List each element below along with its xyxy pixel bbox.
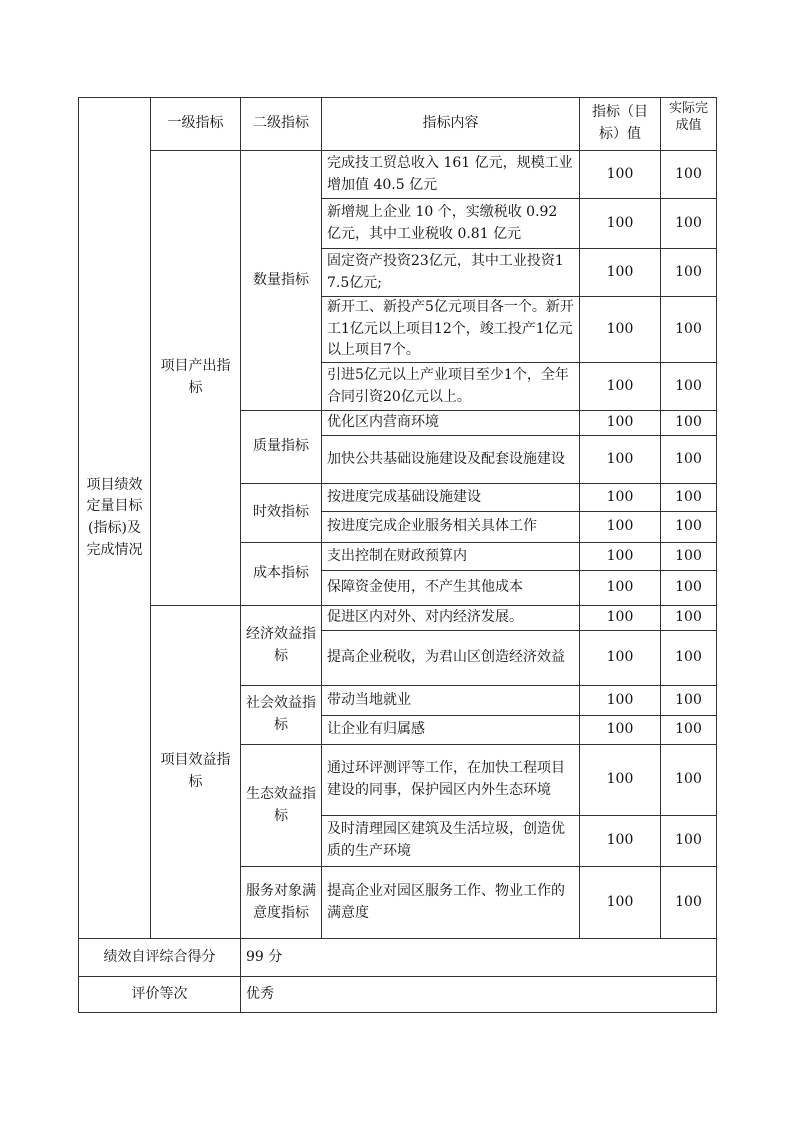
level1-output: 项目产出指标	[151, 151, 241, 606]
self-score-value: 99 分	[241, 939, 717, 977]
target-cell: 100	[580, 199, 661, 249]
content-cell: 及时清理园区建筑及生活垃圾，创造优质的生产环境	[322, 816, 580, 867]
content-cell: 促进区内对外、对内经济发展。	[322, 606, 580, 631]
target-cell: 100	[580, 484, 661, 512]
level2-ecological: 生态效益指标	[241, 745, 322, 867]
actual-cell: 100	[661, 745, 717, 816]
target-cell: 100	[580, 686, 661, 716]
level2-social: 社会效益指标	[241, 686, 322, 745]
self-score-row	[79, 939, 717, 977]
actual-cell: 100	[661, 543, 717, 571]
actual-cell: 100	[661, 363, 717, 411]
actual-cell: 100	[661, 411, 717, 436]
target-cell: 100	[580, 631, 661, 686]
table-row	[79, 606, 717, 631]
actual-cell: 100	[661, 816, 717, 867]
actual-cell: 100	[661, 571, 717, 606]
content-cell: 完成技工贸总收入 161 亿元，规模工业增加值 40.5 亿元	[322, 151, 580, 199]
actual-cell: 100	[661, 249, 717, 297]
target-cell: 100	[580, 867, 661, 939]
target-cell: 100	[580, 249, 661, 297]
target-cell: 100	[580, 571, 661, 606]
content-cell: 提高企业对园区服务工作、物业工作的满意度	[322, 867, 580, 939]
target-cell: 100	[580, 716, 661, 745]
content-cell: 引进5亿元以上产业项目至少1个，全年合同引资20亿元以上。	[322, 363, 580, 411]
target-cell: 100	[580, 151, 661, 199]
header-actual: 实际完成值	[668, 101, 708, 133]
content-cell: 新增规上企业 10 个，实缴税收 0.92 亿元，其中工业税收 0.81 亿元	[322, 199, 580, 249]
content-cell: 按进度完成基础设施建设	[322, 484, 580, 512]
target-cell: 100	[580, 436, 661, 484]
target-cell: 100	[580, 745, 661, 816]
actual-cell: 100	[661, 686, 717, 716]
actual-cell: 100	[661, 484, 717, 512]
grade-row	[79, 977, 717, 1013]
content-cell: 保障资金使用，不产生其他成本	[322, 571, 580, 606]
header-actual-cell	[661, 98, 717, 151]
actual-cell: 100	[661, 631, 717, 686]
content-cell: 让企业有归属感	[322, 716, 580, 745]
target-cell: 100	[580, 297, 661, 363]
header-level1: 一级指标	[151, 98, 241, 151]
header-row	[79, 98, 717, 151]
performance-table	[78, 97, 717, 1013]
actual-cell: 100	[661, 151, 717, 199]
self-score-label: 绩效自评综合得分	[79, 939, 241, 977]
target-cell: 100	[580, 411, 661, 436]
actual-cell: 100	[661, 606, 717, 631]
level2-cost: 成本指标	[241, 543, 322, 606]
target-cell: 100	[580, 512, 661, 543]
table-row	[79, 151, 717, 199]
actual-cell: 100	[661, 297, 717, 363]
header-target: 指标（目标）值	[580, 98, 661, 151]
grade-label: 评价等次	[79, 977, 241, 1013]
grade-value: 优秀	[241, 977, 717, 1013]
target-cell: 100	[580, 543, 661, 571]
actual-cell: 100	[661, 716, 717, 745]
level1-benefit: 项目效益指标	[151, 606, 241, 939]
target-cell: 100	[580, 816, 661, 867]
level2-satisfaction: 服务对象满意度指标	[241, 867, 322, 939]
header-content: 指标内容	[322, 98, 580, 151]
content-cell: 固定资产投资23亿元，其中工业投资17.5亿元;	[322, 249, 580, 297]
content-cell: 优化区内营商环境	[322, 411, 580, 436]
actual-cell: 100	[661, 867, 717, 939]
actual-cell: 100	[661, 436, 717, 484]
actual-cell: 100	[661, 512, 717, 543]
content-cell: 带动当地就业	[322, 686, 580, 716]
target-cell: 100	[580, 606, 661, 631]
content-cell: 提高企业税收，为君山区创造经济效益	[322, 631, 580, 686]
content-cell: 按进度完成企业服务相关具体工作	[322, 512, 580, 543]
content-cell: 支出控制在财政预算内	[322, 543, 580, 571]
level2-quality: 质量指标	[241, 411, 322, 484]
main-label-cell	[79, 98, 151, 939]
content-cell: 通过环评测评等工作，在加快工程项目建设的同事，保护园区内外生态环境	[322, 745, 580, 816]
level2-quantity: 数量指标	[241, 151, 322, 411]
content-cell: 加快公共基础设施建设及配套设施建设	[322, 436, 580, 484]
level2-economic: 经济效益指标	[241, 606, 322, 686]
target-cell: 100	[580, 363, 661, 411]
main-label: 项目绩效定量目标(指标)及完成情况	[86, 476, 143, 558]
content-cell: 新开工、新投产5亿元项目各一个。新开工1亿元以上项目12个，竣工投产1亿元以上项目7个。	[322, 297, 580, 363]
header-level2: 二级指标	[241, 98, 322, 151]
actual-cell: 100	[661, 199, 717, 249]
level2-timeliness: 时效指标	[241, 484, 322, 543]
